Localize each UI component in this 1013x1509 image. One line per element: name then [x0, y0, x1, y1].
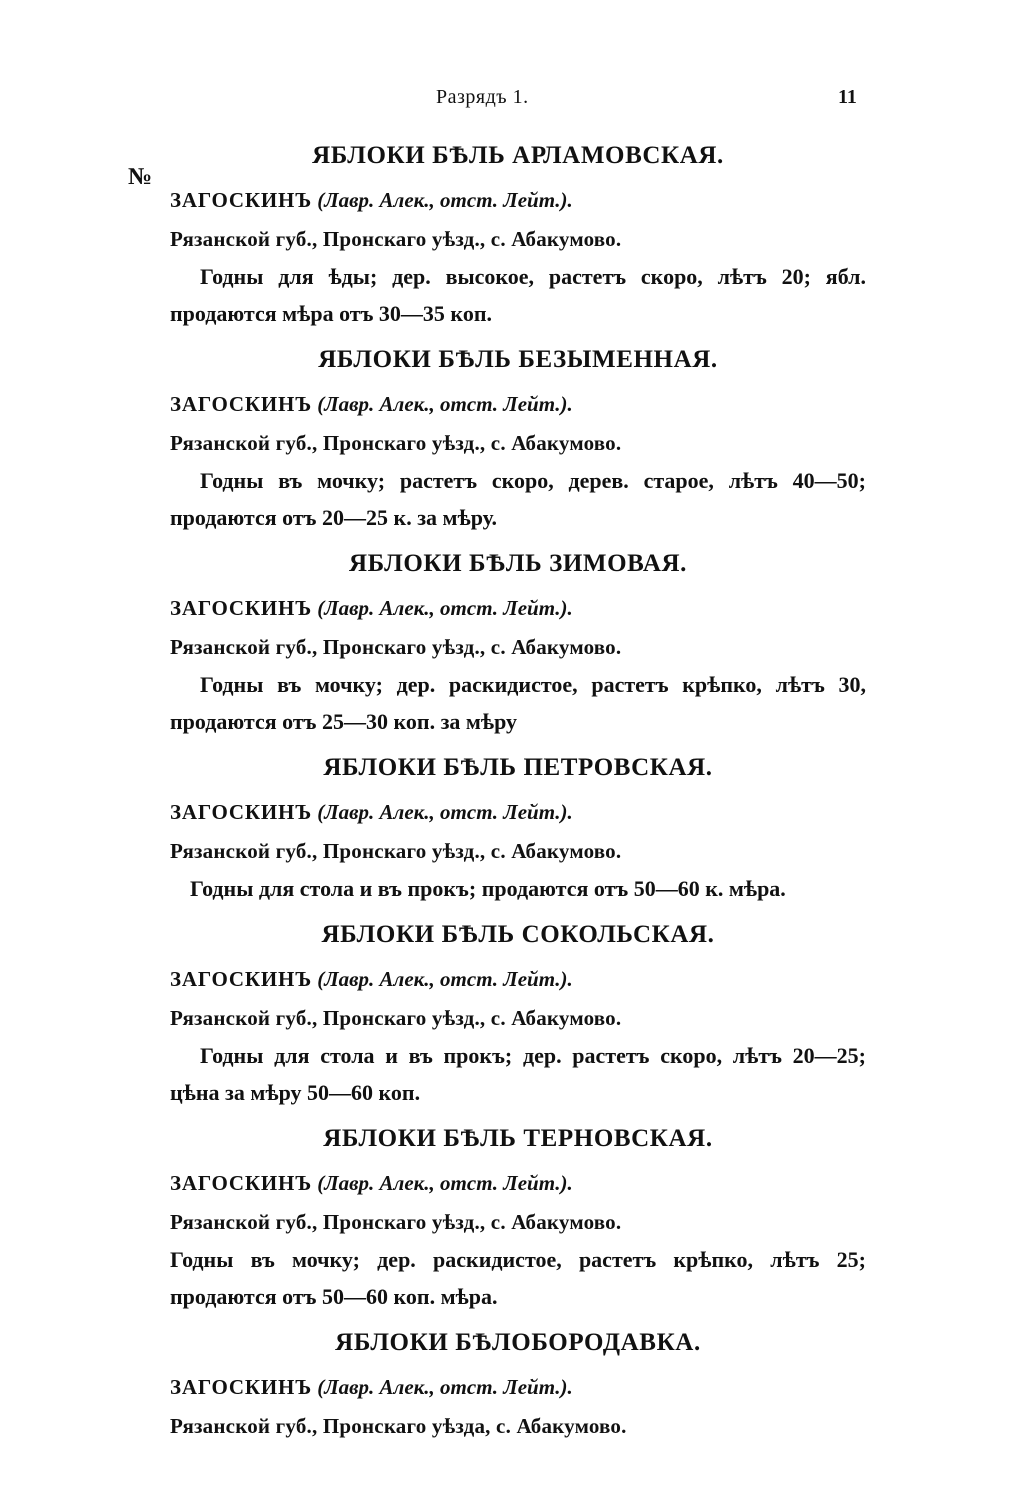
running-head: [0, 86, 1013, 116]
section-label: Разрядъ 1.: [436, 86, 529, 108]
owner-rank: (Лавр. Алек., отст. Лейт.).: [317, 800, 573, 824]
entry-belle-ternovskaya: [170, 1115, 866, 1315]
entry-owner: [170, 588, 866, 628]
entry-description: Годны въ мочку; дер. раскидистое, растетъ крѣпко, лѣтъ 30, продаются отъ 25—30 коп. за мѣру: [170, 672, 866, 734]
owner-rank: (Лавр. Алек., отст. Лейт.).: [317, 188, 573, 212]
entry-belle-zimovaya: [170, 540, 866, 740]
entry-beloborodavka: [170, 1319, 866, 1445]
entry-title: ЯБЛОКИ БѢЛЬ АРЛАМОВСКАЯ.: [312, 142, 724, 169]
owner-name: ЗАГОСКИНЪ: [170, 967, 313, 991]
entry-title: ЯБЛОКИ БѢЛЬ ПЕТРОВСКАЯ.: [323, 754, 713, 781]
owner-rank: (Лавр. Алек., отст. Лейт.).: [317, 596, 573, 620]
owner-rank: (Лавр. Алек., отст. Лейт.).: [317, 1375, 573, 1399]
entry-location: Рязанской губ., Пронскаго уѣзд., с. Абакумово.: [170, 1006, 622, 1030]
entry-title: ЯБЛОКИ БѢЛЬ ЗИМОВАЯ.: [348, 550, 688, 577]
owner-name: ЗАГОСКИНЪ: [170, 392, 313, 416]
entry-location: Рязанской губ., Пронскаго уѣзд., с. Абакумово.: [170, 431, 622, 455]
entry-description: Годны для стола и въ прокъ; продаются отъ 50—60 к. мѣра.: [190, 876, 786, 901]
entry-owner: [170, 1367, 866, 1407]
entry-title: ЯБЛОКИ БѢЛЬ СОКОЛЬСКАЯ.: [321, 921, 715, 948]
margin-number-mark: №: [128, 164, 153, 190]
owner-rank: (Лавр. Алек., отст. Лейт.).: [317, 967, 573, 991]
entry-owner: [170, 792, 866, 832]
entry-description: Годны въ мочку; растетъ скоро, дерев. старое, лѣтъ 40—50; продаются отъ 20—25 к. за мѣру.: [170, 468, 866, 530]
entry-owner: [170, 384, 866, 424]
owner-name: ЗАГОСКИНЪ: [170, 596, 313, 620]
entry-title: ЯБЛОКИ БѢЛЬ ТЕРНОВСКАЯ.: [323, 1125, 713, 1152]
entry-description: Годны для стола и въ прокъ; дер. растетъ скоро, лѣтъ 20—25; цѣна за мѣру 50—60 коп.: [170, 1043, 866, 1105]
entry-title: ЯБЛОКИ БѢЛЬ БЕЗЫМЕННАЯ.: [318, 346, 718, 373]
entry-owner: [170, 180, 866, 220]
entry-description: Годны для ѣды; дер. высокое, растетъ скоро, лѣтъ 20; ябл. продаются мѣра отъ 30—35 коп.: [170, 264, 866, 326]
entry-owner: [170, 959, 866, 999]
owner-rank: (Лавр. Алек., отст. Лейт.).: [317, 392, 573, 416]
entry-description: Годны въ мочку; дер. раскидистое, растетъ крѣпко, лѣтъ 25; продаются отъ 50—60 коп. мѣра.: [170, 1247, 866, 1309]
page-number: 11: [838, 86, 857, 108]
entry-belle-arlamovskaya: [170, 132, 866, 332]
entry-belle-sokolskaya: [170, 911, 866, 1111]
entry-belle-bezymennaya: [170, 336, 866, 536]
entry-location: Рязанской губ., Пронскаго уѣзд., с. Абакумово.: [170, 227, 622, 251]
owner-name: ЗАГОСКИНЪ: [170, 800, 313, 824]
owner-name: ЗАГОСКИНЪ: [170, 188, 313, 212]
entry-title: ЯБЛОКИ БѢЛОБОРОДАВКА.: [335, 1329, 701, 1356]
entry-location: Рязанской губ., Пронскаго уѣзда, с. Абакумово.: [170, 1414, 627, 1438]
entry-location: Рязанской губ., Пронскаго уѣзд., с. Абакумово.: [170, 1210, 622, 1234]
entry-belle-petrovskaya: [170, 744, 866, 907]
owner-rank: (Лавр. Алек., отст. Лейт.).: [317, 1171, 573, 1195]
entry-location: Рязанской губ., Пронскаго уѣзд., с. Абакумово.: [170, 635, 622, 659]
entry-location: Рязанской губ., Пронскаго уѣзд., с. Абакумово.: [170, 839, 622, 863]
entry-owner: [170, 1163, 866, 1203]
owner-name: ЗАГОСКИНЪ: [170, 1171, 313, 1195]
owner-name: ЗАГОСКИНЪ: [170, 1375, 313, 1399]
catalog-entries: [170, 132, 866, 1445]
